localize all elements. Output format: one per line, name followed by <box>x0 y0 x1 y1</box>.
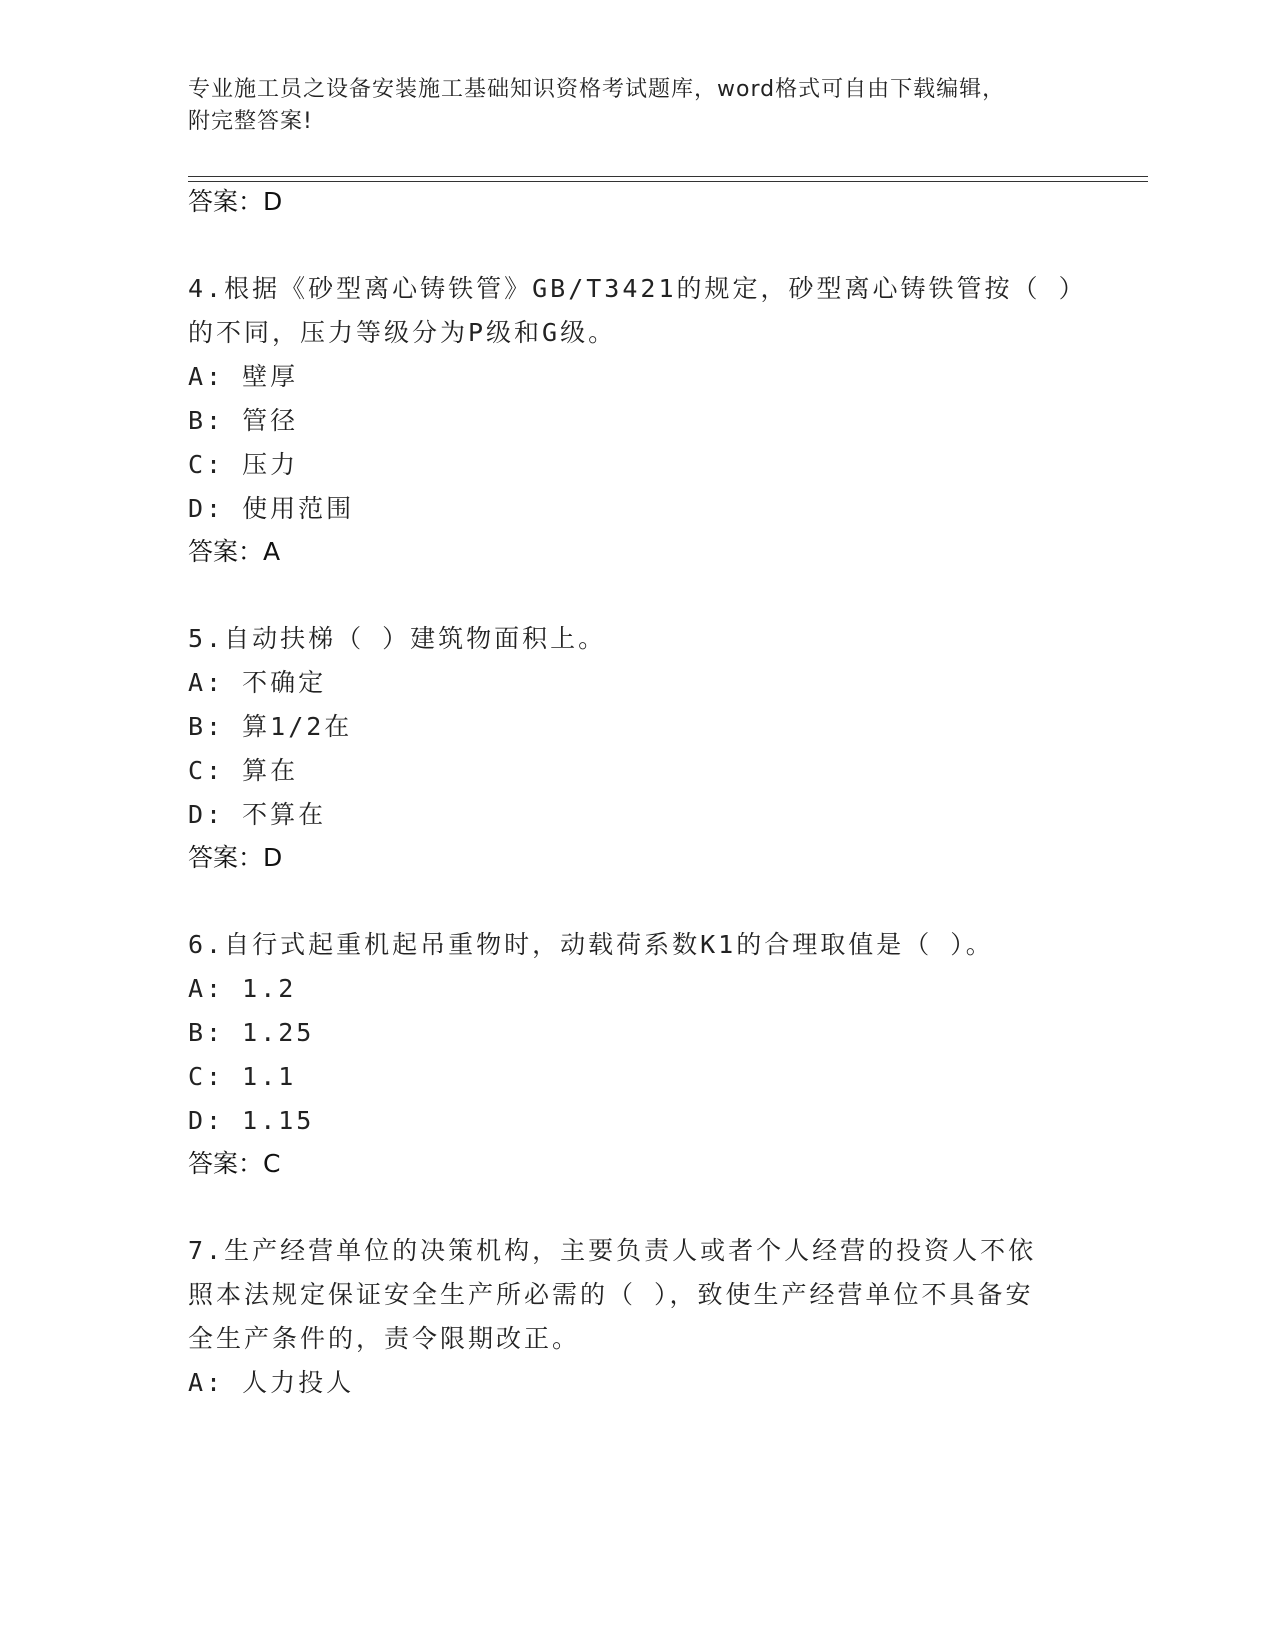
question-6-option-c: C: 1.1 <box>188 1062 297 1091</box>
answer-q5: 答案：D <box>188 843 283 872</box>
question-4-option-a: A: 壁厚 <box>188 362 299 391</box>
question-4-option-b: B: 管径 <box>188 406 299 435</box>
question-4-option-c: C: 压力 <box>188 450 299 479</box>
answer-q6: 答案：C <box>188 1149 281 1178</box>
question-6-option-b: B: 1.25 <box>188 1018 315 1047</box>
page-header <box>188 74 1048 138</box>
answer-q3: 答案：D <box>188 187 283 216</box>
question-4-stem-line-2: 的不同，压力等级分为P级和G级。 <box>188 318 617 347</box>
question-5-option-a: A: 不确定 <box>188 668 327 697</box>
question-5-option-d: D: 不算在 <box>188 800 327 829</box>
document-page <box>188 0 1148 1650</box>
question-6-option-a: A: 1.2 <box>188 974 297 1003</box>
question-4-stem-line-1: 4.根据《砂型离心铸铁管》GB/T3421的规定，砂型离心铸铁管按（ ） <box>188 274 1087 303</box>
header-line-1: 专业施工员之设备安装施工基础知识资格考试题库，word格式可自由下载编辑， <box>188 77 1006 102</box>
question-6-stem-line-1: 6.自行式起重机起吊重物时，动载荷系数K1的合理取值是（ ）。 <box>188 930 994 959</box>
question-7-stem-line-3: 全生产条件的，责令限期改正。 <box>188 1324 581 1353</box>
question-5-stem-line-1: 5.自动扶梯（ ）建筑物面积上。 <box>188 624 607 653</box>
question-5-option-c: C: 算在 <box>188 756 299 785</box>
header-line-2: 附完整答案! <box>188 109 313 134</box>
question-7-stem-line-1: 7.生产经营单位的决策机构，主要负责人或者个人经营的投资人不依 <box>188 1236 1037 1265</box>
question-7-stem-line-2: 照本法规定保证安全生产所必需的（ ），致使生产经营单位不具备安 <box>188 1280 1034 1309</box>
question-5-option-b: B: 算1/2在 <box>188 712 353 741</box>
question-4-option-d: D: 使用范围 <box>188 494 355 523</box>
question-7-option-a: A: 人力投人 <box>188 1368 355 1397</box>
answer-q4: 答案：A <box>188 537 281 566</box>
header-divider <box>188 176 1148 182</box>
question-6-option-d: D: 1.15 <box>188 1106 315 1135</box>
